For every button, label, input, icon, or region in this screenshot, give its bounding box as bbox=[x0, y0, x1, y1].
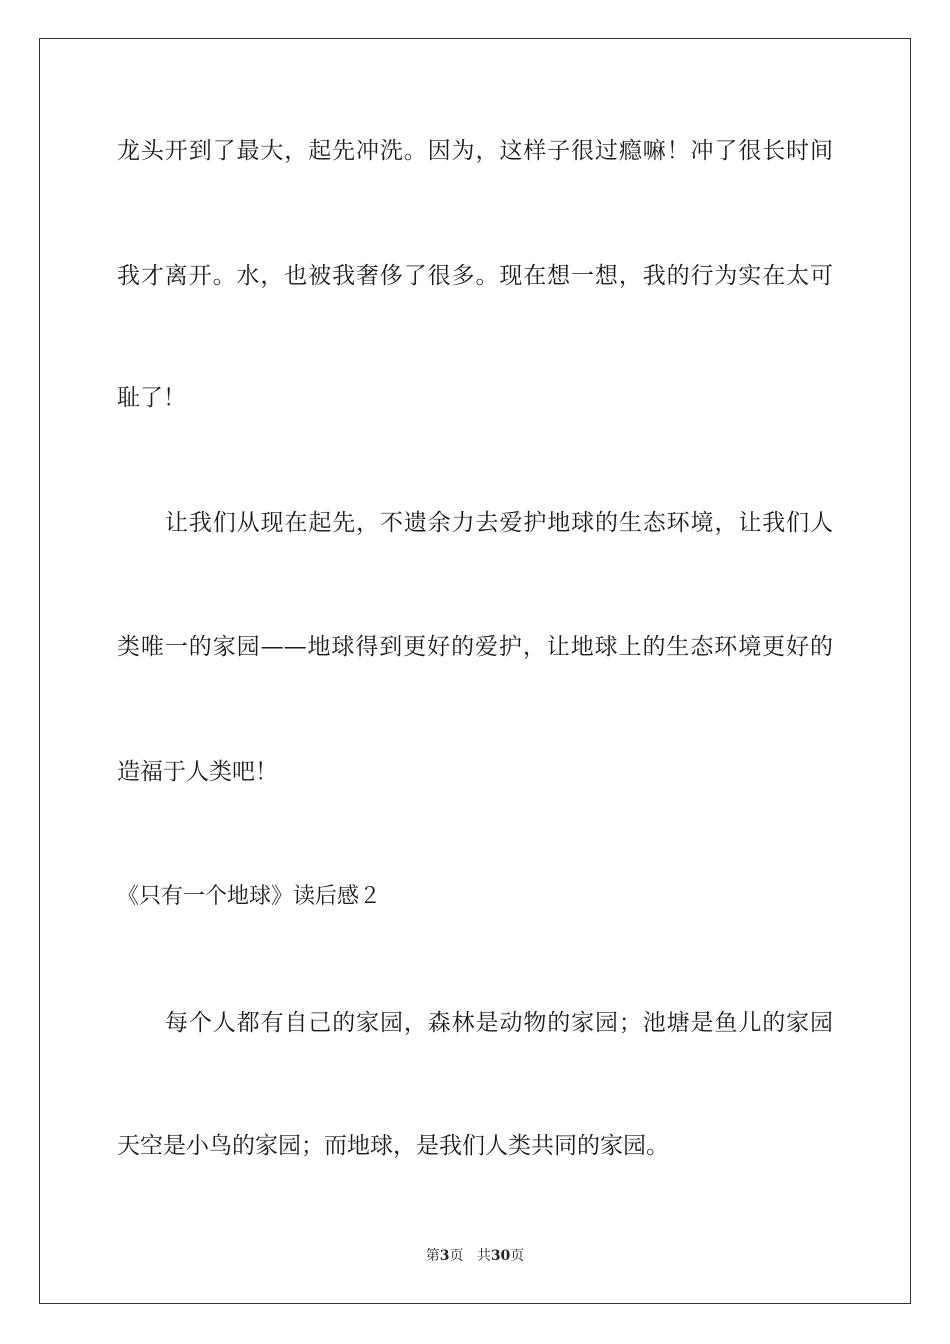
paragraph-line: 造福于人类吧！ bbox=[117, 759, 278, 785]
total-suffix: 页 bbox=[510, 1248, 525, 1264]
total-pages: 30 bbox=[490, 1248, 511, 1264]
paragraph-line: 我才离开。水，也被我奢侈了很多。现在想一想，我的行为实在太可 bbox=[117, 263, 833, 289]
section-heading: 《只有一个地球》读后感２ bbox=[117, 884, 382, 909]
page-footer bbox=[0, 1246, 950, 1266]
page-prefix: 第 bbox=[425, 1248, 440, 1264]
paragraph-line: 龙头开到了最大，起先冲洗。因为，这样子很过瘾嘛！冲了很长时间 bbox=[117, 138, 833, 164]
total-prefix: 共 bbox=[476, 1248, 491, 1264]
page-number: 3 bbox=[439, 1248, 450, 1264]
paragraph-line: 类唯一的家园——地球得到更好的爱护，让地球上的生态环境更好的 bbox=[117, 634, 833, 660]
page-border bbox=[39, 38, 911, 1304]
paragraph-line: 天空是小鸟的家园；而地球，是我们人类共同的家园。 bbox=[117, 1133, 669, 1159]
paragraph-line: 让我们从现在起先，不遗余力去爱护地球的生态环境，让我们人 bbox=[165, 510, 833, 536]
page-suffix: 页 bbox=[449, 1248, 464, 1264]
paragraph-line: 每个人都有自己的家园，森林是动物的家园；池塘是鱼儿的家园 bbox=[165, 1010, 833, 1036]
paragraph-line: 耻了！ bbox=[117, 385, 186, 411]
